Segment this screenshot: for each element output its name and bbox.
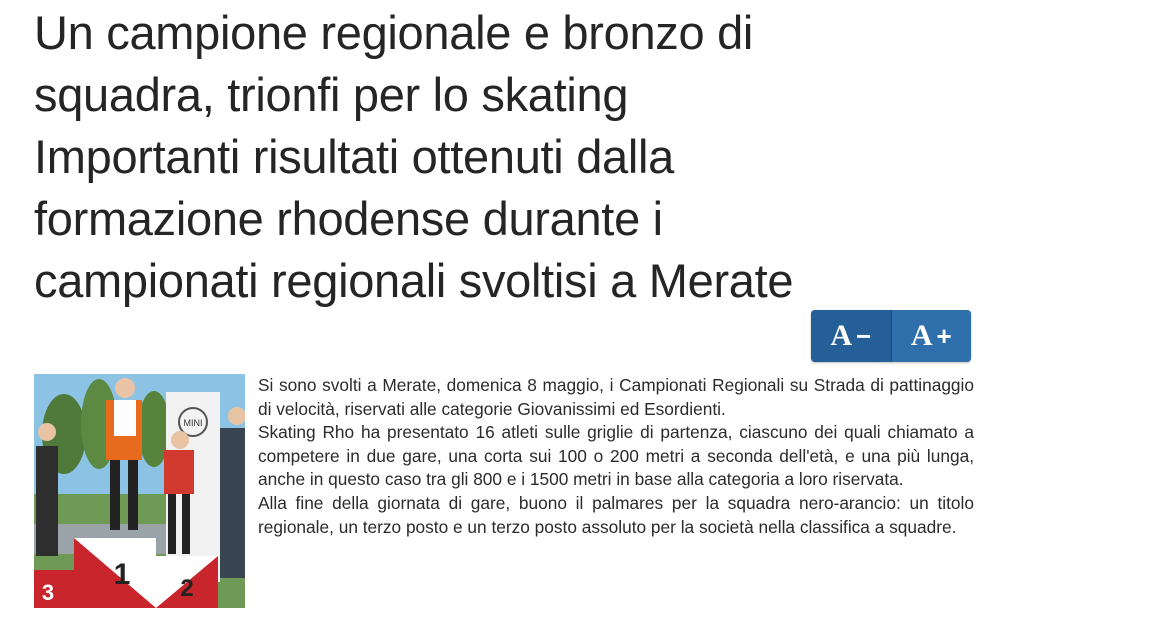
- increase-font-label: A: [910, 319, 933, 352]
- title-line: squadra, trionfi per lo skating: [34, 68, 629, 121]
- title-line: Un campione regionale e bronzo di: [34, 6, 754, 59]
- article-title: [34, 2, 934, 312]
- decrease-font-label: A: [830, 319, 852, 352]
- title-line: Importanti risultati ottenuti dalla: [34, 130, 674, 183]
- article-body: [258, 374, 974, 539]
- podium-photo-illustration: [34, 374, 245, 608]
- podium-number-1: 1: [113, 558, 131, 591]
- article-paragraph: Alla fine della giornata di gare, buono il palmares per la squadra nero-arancio: un titolo regionale, un terzo posto e un terzo posto assoluto per la società nella classifica a squadre.: [258, 492, 974, 537]
- article-paragraph: Skating Rho ha presentato 16 atleti sulle griglie di partenza, ciascuno dei quali chiamato a competere in due gare, una corta sui 100 o 200 metri a seconda dell'età, e una più lunga, anche in questo caso tra gli 800 e i 1500 metri in base alla categoria a loro riservata.: [258, 422, 974, 490]
- podium-number-2: 2: [180, 575, 194, 602]
- increase-font-button[interactable]: [892, 310, 972, 362]
- article-paragraph: Si sono svolti a Merate, domenica 8 maggio, i Campionati Regionali su Strada di pattinaggio di velocità, riservati alle categorie Giovanissimi ed Esordienti.: [258, 375, 974, 419]
- banner-text: MINI: [183, 418, 203, 428]
- decrease-font-button[interactable]: [811, 310, 892, 362]
- title-line: formazione rhodense durante i: [34, 192, 663, 245]
- minus-icon: −: [855, 320, 872, 351]
- podium-number-3: 3: [41, 580, 55, 605]
- font-size-controls: [811, 310, 971, 362]
- article-photo[interactable]: [34, 374, 245, 608]
- plus-icon: +: [936, 320, 952, 351]
- title-line: campionati regionali svoltisi a Merate: [34, 254, 794, 307]
